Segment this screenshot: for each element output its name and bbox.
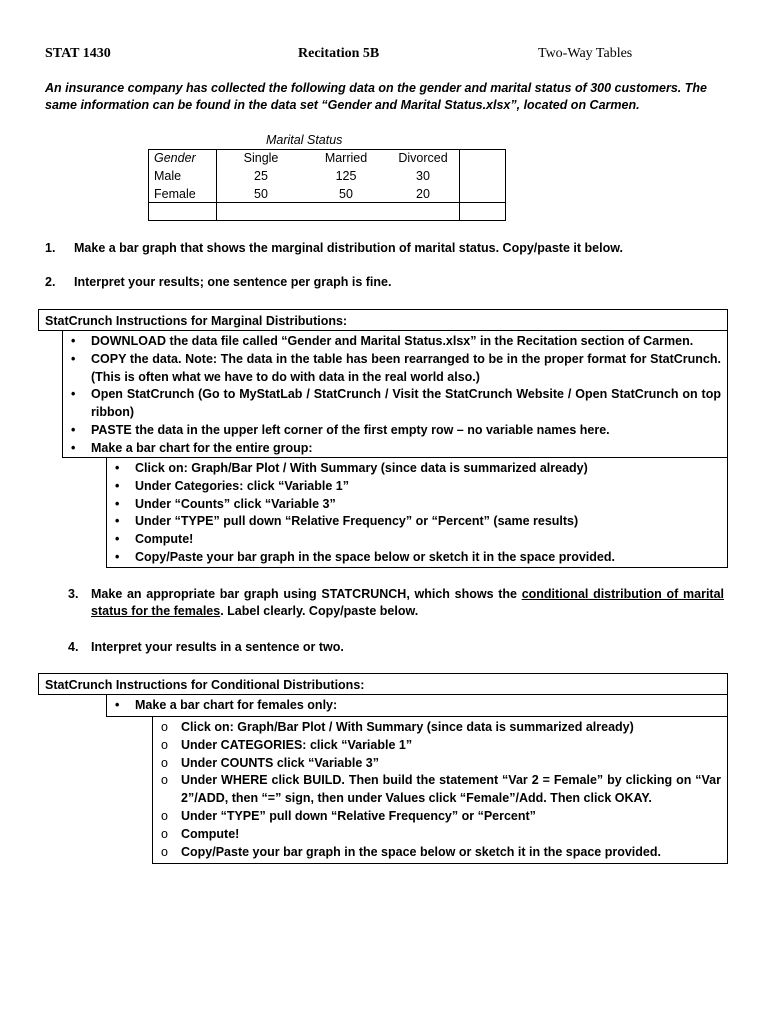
list-item: o Under CATEGORIES: click “Variable 1” <box>161 737 413 752</box>
table-cell-empty <box>460 167 535 185</box>
list-item: • DOWNLOAD the data file called “Gender and Marital Status.xlsx” in the Recitation section of Carmen. <box>71 334 694 348</box>
table-cell: 50 <box>339 187 353 201</box>
question-text: Make an appropriate bar graph using STATCRUNCH, which shows the conditional distribution of marital status for the females. Label clearly. Copy/paste below. <box>91 587 725 618</box>
list-item: o Click on: Graph/Bar Plot / With Summary (since data is summarized already) <box>161 720 634 734</box>
table-cell-empty <box>387 203 460 221</box>
list-item: • Compute! <box>115 532 194 547</box>
table-cell-empty <box>460 185 535 203</box>
header-cell-empty <box>460 149 535 167</box>
question-number: 4. <box>68 640 79 654</box>
table-cell: 25 <box>254 169 268 183</box>
marginal-instructions-title: StatCrunch Instructions for Marginal Distributions: <box>45 314 348 328</box>
table-cell: 30 <box>416 169 430 183</box>
table-title: Marital Status <box>266 133 343 147</box>
table-cell: Male <box>148 167 217 185</box>
table-cell: 50 <box>254 187 268 201</box>
list-item: o Copy/Paste your bar graph in the space below or sketch it in the space provided. <box>161 844 661 859</box>
question-number: 1. <box>45 241 56 255</box>
marginal-instructions-list <box>63 333 727 458</box>
list-item: • PASTE the data in the upper left corner of the first empty row – no variable names here. <box>71 422 610 437</box>
marginal-sub-list <box>107 460 727 567</box>
table-total-row <box>148 203 534 221</box>
list-item: o Under COUNTS click “Variable 3” <box>161 755 379 770</box>
marginal-instructions-list-box <box>62 330 728 458</box>
question-text: Interpret your results; one sentence per graph is fine. <box>74 275 392 289</box>
list-item: • Copy/Paste your bar graph in the space below or sketch it in the space provided. <box>115 549 615 564</box>
table-cell: Female <box>148 185 217 203</box>
list-item: o Under “TYPE” pull down “Relative Frequency” or “Percent” <box>161 808 536 823</box>
course-code: STAT 1430 <box>45 46 111 61</box>
list-item: • Make a bar chart for the entire group: <box>71 440 313 455</box>
question-text: Interpret your results in a sentence or two. <box>91 640 344 654</box>
table-cell-empty <box>460 203 535 221</box>
list-item: • Open StatCrunch (Go to MyStatLab / StatCrunch / Visit the StatCrunch Website / Open StatCrunch on top ribbon) <box>71 387 721 420</box>
table-header-row <box>148 149 534 167</box>
conditional-instructions-title: StatCrunch Instructions for Conditional Distributions: <box>45 678 365 692</box>
list-item: o Compute! <box>161 826 240 841</box>
conditional-sub-list-box <box>152 716 728 864</box>
table-cell: 125 <box>335 169 357 183</box>
marginal-instructions-title-box <box>38 309 728 331</box>
list-item: • Under “Counts” click “Variable 3” <box>115 496 336 511</box>
marginal-sub-list-box <box>106 457 728 568</box>
topic-title: Two-Way Tables <box>538 46 633 61</box>
intro-paragraph: An insurance company has collected the following data on the gender and marital status of 300 customers. The same information can be found in the data set “Gender and Marital Status.xlsx”, located on Carmen. <box>45 81 707 112</box>
table-row <box>148 185 534 203</box>
table-cell-empty <box>148 203 217 221</box>
question-3 <box>68 586 724 620</box>
header-cell: Gender <box>148 149 217 167</box>
list-item: o Under WHERE click BUILD. Then build the statement “Var 2 = Female” by clicking on “Var 2”/ADD, then “=” sign, then under Values click “Female”/Add. Then click OKAY. <box>161 773 721 806</box>
conditional-instructions-list-box <box>106 694 728 717</box>
table-cell-empty <box>217 203 306 221</box>
question-number: 3. <box>68 587 79 601</box>
header-cell: Married <box>324 151 368 165</box>
recitation-title: Recitation 5B <box>298 46 380 61</box>
conditional-instructions-title-box <box>38 673 728 695</box>
table-cell-empty <box>305 203 387 221</box>
list-item: • COPY the data. Note: The data in the table has been rearranged to be in the proper format for StatCrunch. (This is often what we have to do with data in the real world also.) <box>71 351 721 384</box>
list-item: • Under Categories: click “Variable 1” <box>115 478 349 493</box>
table-cell: 20 <box>416 187 430 201</box>
question-number: 2. <box>45 275 56 289</box>
header-cell: Divorced <box>398 151 448 165</box>
list-item: • Make a bar chart for females only: <box>115 698 338 712</box>
table-row <box>148 167 534 185</box>
list-item: • Click on: Graph/Bar Plot / With Summary (since data is summarized already) <box>115 461 588 475</box>
list-item: • Under “TYPE” pull down “Relative Frequency” or “Percent” (same results) <box>115 514 579 529</box>
conditional-sub-list <box>153 719 721 861</box>
header-cell: Single <box>243 151 279 165</box>
marital-status-table <box>148 149 534 221</box>
question-text: Make a bar graph that shows the marginal distribution of marital status. Copy/paste it below. <box>74 241 623 255</box>
conditional-instructions-list <box>107 697 727 715</box>
table-divider <box>148 202 506 203</box>
